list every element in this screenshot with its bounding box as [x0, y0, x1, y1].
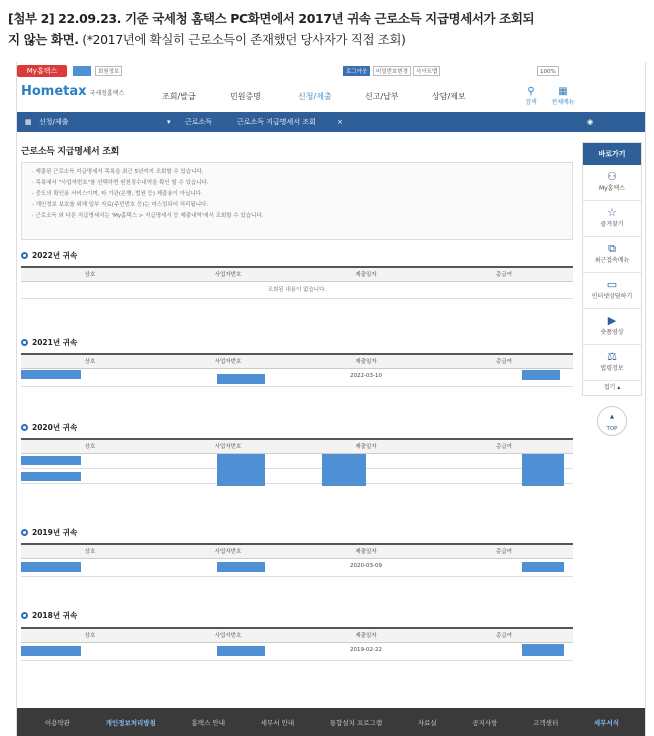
star-icon: ☆	[607, 206, 617, 219]
grid-icon: ▦	[558, 86, 568, 97]
footer-link[interactable]: 이용약관	[44, 718, 70, 727]
section-title-2019	[21, 527, 77, 538]
sidebar-item-favorites[interactable]: ☆ 즐겨찾기	[583, 201, 641, 237]
all-menu-label: 전체메뉴	[551, 99, 575, 106]
redacted-company	[21, 646, 81, 656]
table-header	[21, 440, 573, 454]
dropdown-icon[interactable]: ▾	[167, 118, 171, 126]
cell-date: 2019-02-22	[350, 647, 382, 653]
monitor-icon: ▭	[606, 278, 618, 291]
section-title-2021	[21, 337, 77, 348]
cell-date: 2020-03-09	[350, 563, 382, 569]
col-salary: 총급여	[496, 633, 512, 639]
bullet-icon	[21, 612, 28, 619]
col-company: 상호	[84, 633, 96, 639]
search-icon: ⚲	[527, 86, 535, 97]
col-salary: 총급여	[496, 272, 512, 278]
footer-link[interactable]: 홈택스 안내	[191, 718, 225, 727]
all-menu-button[interactable]	[546, 86, 580, 106]
sidebar-item-video[interactable]: ▶ 숏폼영상	[583, 309, 641, 345]
video-icon: ▶	[607, 314, 617, 327]
member-info-button[interactable]: 회원정보	[95, 66, 122, 76]
table-header	[21, 629, 573, 643]
col-date: 제출일자	[355, 444, 377, 450]
col-date: 제출일자	[355, 549, 377, 555]
breadcrumb-section[interactable]: 신청/제출	[39, 118, 69, 126]
chevron-up-icon: ▲	[609, 414, 615, 420]
sidebar-collapse-button[interactable]: 접기 ▴	[603, 384, 621, 391]
redacted-salary	[522, 370, 560, 380]
cell-date: 2022-03-10	[350, 373, 382, 379]
redacted-bizno	[217, 562, 265, 572]
bullet-icon	[21, 424, 28, 431]
table-2022	[21, 266, 573, 299]
col-bizno: 사업자번호	[214, 633, 242, 639]
sidebar-title: 바로가기	[583, 143, 641, 165]
redacted-date	[322, 454, 366, 486]
col-date: 제출일자	[355, 272, 377, 278]
top-label: TOP	[606, 426, 618, 432]
sitemap-icon: ⚖	[607, 350, 617, 363]
section-title-text: 2019년 귀속	[32, 528, 78, 537]
table-row[interactable]	[21, 454, 573, 469]
col-company: 상호	[84, 359, 96, 365]
bullet-icon	[21, 252, 28, 259]
my-hometax-button[interactable]: My홈택스	[17, 65, 67, 77]
breadcrumb-crumb1[interactable]: 근로소득	[185, 118, 213, 126]
caption-line1: [첨부 2] 22.09.23. 기준 국세청 홈택스 PC화면에서 2017년 귀속 근로소득 지급명세서가 조회되	[8, 11, 535, 26]
scroll-top-button[interactable]	[597, 406, 627, 436]
footer-link[interactable]: 통합설치 프로그램	[329, 718, 383, 727]
no-data-row: 조회된 내용이 없습니다.	[21, 282, 573, 299]
redacted-company	[21, 562, 81, 572]
screenshot	[16, 62, 646, 736]
footer-link[interactable]: 공지사항	[472, 718, 498, 727]
col-salary: 총급여	[496, 444, 512, 450]
quick-menu-sidebar	[582, 142, 642, 396]
table-header	[21, 268, 573, 282]
table-row[interactable]	[21, 643, 573, 661]
bullet-icon	[21, 529, 28, 536]
table-2019	[21, 543, 573, 577]
caption	[8, 8, 648, 50]
info-box	[21, 162, 573, 240]
info-line: - 개인정보 보호를 위해 일부 자료(주민번호 등)는 마스킹되어 처리됩니다.	[32, 202, 209, 208]
info-line: · 목록에서 "사업자번호"를 선택하면 원천징수내역을 확인 할 수 있습니다.	[32, 180, 209, 186]
hometax-logo[interactable]	[21, 84, 124, 99]
table-2021	[21, 353, 573, 387]
nav-home-icon[interactable]: ▦	[25, 118, 32, 126]
section-title-2022	[21, 250, 77, 261]
footer-link[interactable]: 세무서 안내	[260, 718, 295, 727]
menu-inquiry[interactable]: 조회/발급	[162, 92, 196, 101]
zoom-level[interactable]: 100%	[537, 66, 559, 76]
redacted-bizno	[217, 454, 265, 486]
logo-text: Hometax	[21, 84, 87, 99]
redacted-company	[21, 472, 81, 481]
table-header	[21, 355, 573, 369]
info-line: - 중도의 확인용 서비스이며, 타 기관(은행, 법원 등) 제출용이 아닙니다.	[32, 191, 203, 197]
table-header	[21, 545, 573, 559]
caption-note: (*2017년에 확실히 근로소득이 존재했던 당사자가 직접 조회)	[78, 32, 406, 47]
menu-application[interactable]: 신청/제출	[298, 92, 332, 101]
menu-civil-certificate[interactable]: 민원증명	[230, 92, 261, 101]
col-bizno: 사업자번호	[214, 272, 242, 278]
footer-link[interactable]: 자료실	[417, 718, 437, 727]
section-title-text: 2020년 귀속	[32, 423, 78, 432]
breadcrumb-crumb2[interactable]: 근로소득 지급명세서 조회	[237, 118, 316, 126]
col-company: 상호	[84, 444, 96, 450]
section-title-text: 2018년 귀속	[32, 611, 78, 620]
redacted-salary	[522, 562, 564, 572]
search-button[interactable]	[514, 86, 548, 106]
col-bizno: 사업자번호	[214, 359, 242, 365]
logout-button[interactable]: 로그아웃	[343, 66, 370, 76]
redacted-bizno	[217, 374, 265, 384]
menu-consult[interactable]: 상담/제보	[432, 92, 466, 101]
info-line: · 근로소득 외 다른 지급명세서는 'My홈택스 > 지급명세서 등 제출내역'에서 조회할 수 있습니다.	[32, 213, 264, 219]
table-row[interactable]	[21, 469, 573, 484]
expand-icon[interactable]: ◉	[587, 118, 594, 126]
password-change-button[interactable]: 비밀번호변경	[373, 66, 411, 76]
close-tab-icon[interactable]: ×	[337, 118, 343, 126]
breadcrumb-bar	[17, 112, 646, 132]
sidebar-item-recent[interactable]: ⧉ 최근접속메뉴	[583, 237, 641, 273]
caption-line2: 지 않는 화면.	[8, 32, 79, 47]
recent-icon: ⧉	[608, 242, 616, 255]
person-icon: ⚇	[607, 170, 617, 183]
redacted-bizno	[217, 646, 265, 656]
col-company: 상호	[84, 272, 96, 278]
col-date: 제출일자	[355, 633, 377, 639]
col-salary: 총급여	[496, 359, 512, 365]
footer-link-privacy[interactable]: 개인정보처리방침	[105, 718, 156, 727]
redacted-username	[73, 66, 91, 76]
sidebar-item-my-hometax[interactable]: ⚇ My홈택스	[583, 165, 641, 201]
section-title-text: 2022년 귀속	[32, 251, 78, 260]
logo-subtitle: 국세청홈택스	[89, 90, 125, 97]
footer-link[interactable]: 고객센터	[533, 718, 559, 727]
col-company: 상호	[84, 549, 96, 555]
menu-filing[interactable]: 신고/납부	[365, 92, 399, 101]
page-title: 근로소득 지급명세서 조회	[21, 147, 120, 157]
table-2018	[21, 627, 573, 661]
sitemap-button[interactable]: 사이트맵	[413, 66, 440, 76]
col-bizno: 사업자번호	[214, 549, 242, 555]
table-2020	[21, 438, 573, 484]
section-title-2020	[21, 422, 77, 433]
redacted-company	[21, 370, 81, 379]
section-title-2018	[21, 610, 77, 621]
redacted-salary	[522, 454, 564, 486]
col-salary: 총급여	[496, 549, 512, 555]
info-line: · 제출된 근로소득 지급명세서 목록을 최근 5년까지 조회할 수 있습니다.	[32, 169, 204, 175]
footer	[17, 708, 646, 736]
sidebar-item-law[interactable]: ⚖ 법령정보	[583, 345, 641, 381]
redacted-company	[21, 456, 81, 465]
section-title-text: 2021년 귀속	[32, 338, 78, 347]
table-row[interactable]	[21, 369, 573, 387]
footer-link-forms[interactable]: 세무서식	[593, 718, 620, 727]
sidebar-item-consult[interactable]: ▭ 인터넷상담하기	[583, 273, 641, 309]
col-date: 제출일자	[355, 359, 377, 365]
table-row[interactable]	[21, 559, 573, 577]
col-bizno: 사업자번호	[214, 444, 242, 450]
chevron-up-icon: ▴	[617, 384, 621, 391]
search-label: 검색	[525, 99, 537, 106]
bullet-icon	[21, 339, 28, 346]
redacted-salary	[522, 644, 564, 656]
